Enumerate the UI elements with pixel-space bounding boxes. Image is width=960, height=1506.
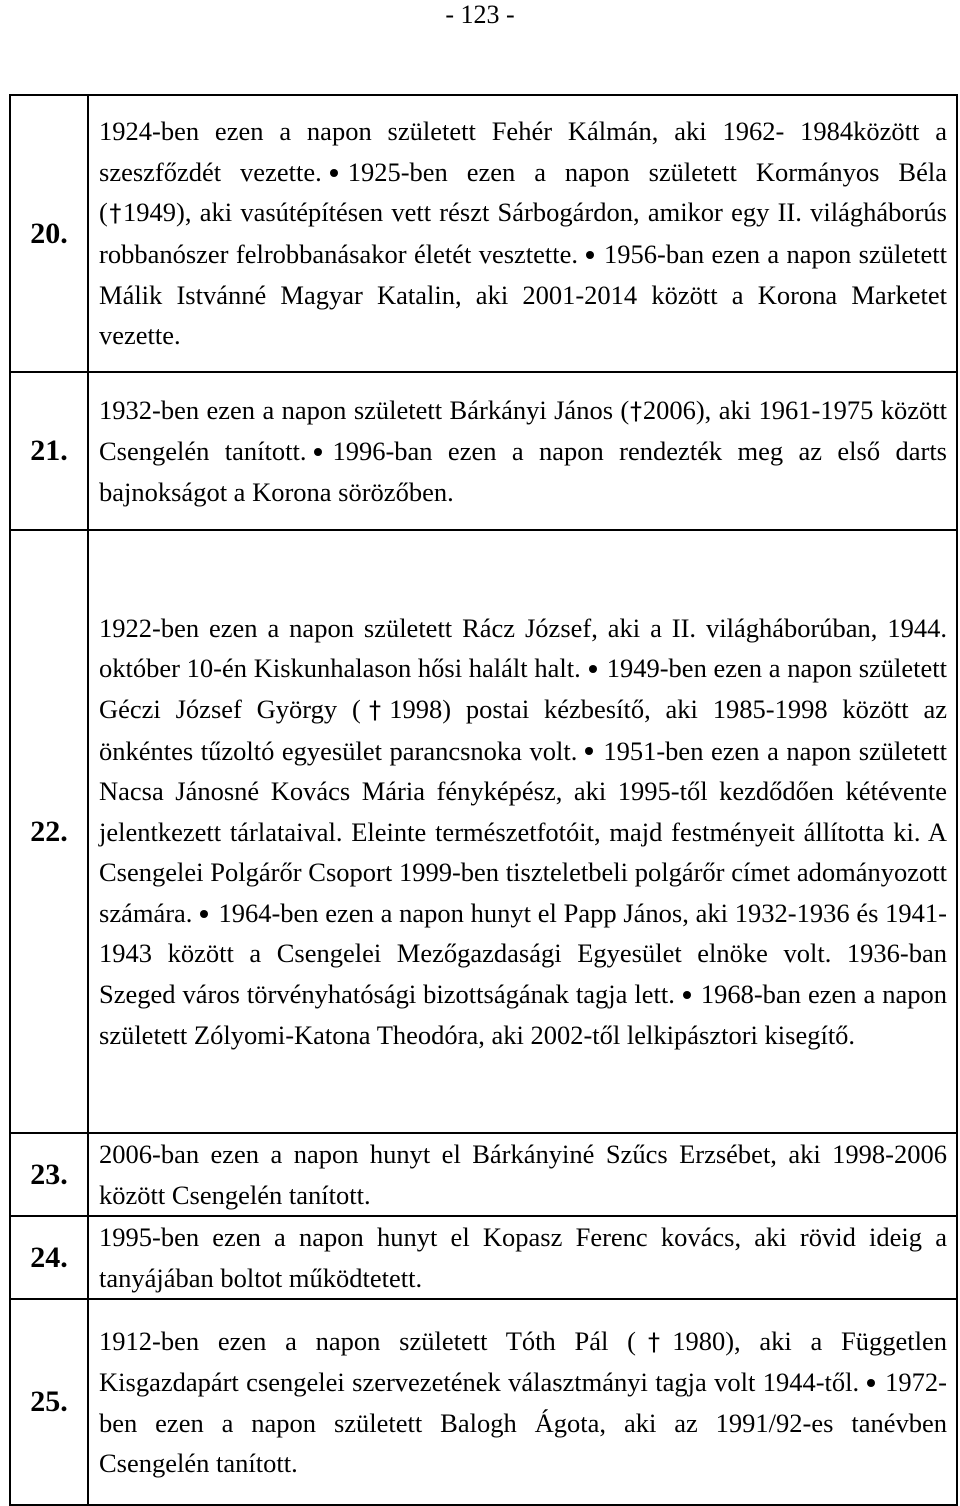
bullet-icon [314,448,322,456]
bullet-icon [330,169,338,177]
entry-text: 1925-ben ezen a napon született Kormányos Béla ( [99,156,947,228]
entry-text: 1972-ben ezen a napon született Balogh Ágota, aki az 1991/92-es tanévben Csengelén tanított. [99,1367,947,1479]
table-row [10,1299,957,1505]
bullet-icon [585,747,593,755]
day-number: 20. [10,95,88,372]
bullet-icon [200,910,208,918]
bullet-icon [867,1379,875,1387]
table-row [10,1133,957,1216]
bullet-icon [589,665,597,673]
table-row [10,95,957,372]
cross-icon: † [360,695,390,724]
day-number: 25. [10,1299,88,1505]
day-number: 21. [10,372,88,530]
entry-text: 1951-ben ezen a napon született Nacsa Jánosné Kovács Mária fényképész, aki 1995-től kezdődően kétévente jelentkezett tárlataival. Eleinte természetfotóit, majd festményeit állította ki. A Csengelei Polgárőr Csoport 1999-ben tiszteletbeli polgárőr címet adományozott számára. [99,735,947,928]
cross-icon: † [635,1327,673,1356]
entry-text: 1996-ban ezen a napon rendezték meg az első darts bajnokságot a Korona sörözőben. [99,436,947,507]
table-row [10,372,957,530]
entry-text: 1922-ben ezen a napon született Rácz József, aki a II. világháborúban, 1944. október 10-én Kiskunhalason hősi halált halt. [99,612,947,684]
bullet-icon [683,991,691,999]
day-number: 23. [10,1133,88,1216]
calendar-table [9,94,958,1506]
entry-text: 1932-ben ezen a napon született Bárkányi János ( [99,394,630,425]
day-entries [88,1299,957,1505]
table-row [10,1216,957,1299]
day-entries [88,95,957,372]
day-entries [88,1216,957,1299]
entry-text: 1964-ben ezen a napon hunyt el Papp János, aki 1932-1936 és 1941-1943 között a Csengelei Mezőgazdasági Egyesület elnöke volt. 1936-ban Szeged város törvényhatósági bizottságának tagja lett. [99,897,947,1010]
entry-text: 1924-ben ezen a napon született Fehér Kálmán, aki 1962- [99,116,785,147]
cross-icon: † [107,199,124,228]
cross-icon: † [629,396,643,425]
day-number: 22. [10,530,88,1133]
page-number: - 123 - [445,0,515,29]
entry-text: 1968-ban ezen a napon született Zólyomi-Katona Theodóra, aki 2002-től lelkipásztori kisegítő. [99,979,947,1050]
entry-text: 2006), aki 1961-1975 között Csengelén tanított. [99,394,947,467]
entry-text: 1998) postai kézbesítő, aki 1985-1998 között az önkéntes tűzoltó egyesület parancsnoka volt. [99,693,947,766]
entry-text: 1995-ben ezen a napon hunyt el Kopasz Ferenc kovács, aki rövid ideig a tanyájában boltot működtetett. [99,1222,947,1293]
entry-text: 1949-ben ezen a napon született Géczi József György ( [99,653,947,724]
entry-text: 1949), aki vasútépítésen vett részt Sárbogárdon, amikor egy II. világháborús robbanószer felrobbanásakor életét vesztette. [99,197,947,269]
day-entries [88,372,957,530]
entry-text: 1956-ban ezen a napon született Málik Istvánné Magyar Katalin, aki 2001-2014 között a Korona Marketet vezette. [99,239,947,351]
entry-text: 2006-ban ezen a napon hunyt el Bárkányiné Szűcs Erzsébet, aki 1998-2006 között Csengelén tanított. [99,1139,947,1210]
table-row [10,530,957,1133]
day-number: 24. [10,1216,88,1299]
entry-text: 1912-ben ezen a napon született Tóth Pál ( [99,1325,636,1356]
day-entries [88,1133,957,1216]
entry-text: 1980), aki a Független Kisgazdapárt csengelei szervezetének választmányi tagja volt 1944-től. [99,1325,947,1398]
day-entries [88,530,957,1133]
entry-text: 1984között a szeszfőzdét vezette. [99,116,948,187]
bullet-icon [586,251,594,259]
